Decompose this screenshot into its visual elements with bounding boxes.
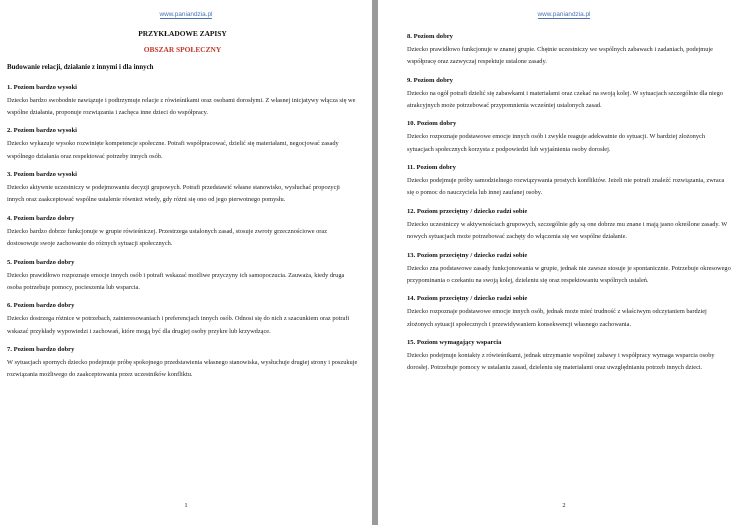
level-entry — [7, 346, 358, 382]
level-entry — [407, 164, 732, 200]
document-page-2 — [378, 0, 750, 525]
page-number: 2 — [562, 502, 566, 509]
level-entry — [7, 215, 358, 251]
level-entry — [407, 339, 732, 375]
level-heading: 10. Poziom dobry — [407, 120, 457, 128]
level-entry — [407, 208, 732, 244]
level-entry — [407, 252, 732, 288]
level-entry — [7, 259, 358, 295]
level-description: Dziecko prawidłowo rozpoznaje emocje innych osób i potrafi wskazać możliwe przyczyny ich samopoczucia. Zauważa, kiedy druga osoba potrzebuje pomocy, pocieszenia lub wsparcia. — [7, 271, 345, 291]
level-description: Dziecko bardzo swobodnie nawiązuje i podtrzymuje relacje z rówieśnikami oraz osobami dorosłymi. Z własnej inicjatywy włącza się we wspólne działania, proponuje rozwiązania i zachęca inne dzieci do współpracy. — [7, 96, 356, 117]
document-title: PRZYKŁADOWE ZAPISY — [138, 29, 227, 38]
level-entry — [407, 120, 732, 156]
level-heading: 6. Poziom bardzo dobry — [7, 302, 75, 310]
level-heading: 3. Poziom bardzo wysoki — [7, 171, 77, 179]
level-heading: 4. Poziom bardzo dobry — [7, 214, 75, 222]
level-entry — [407, 77, 732, 113]
level-heading: 8. Poziom dobry — [407, 33, 453, 40]
level-description: Dziecko wykazuje wysoko rozwinięte kompetencje społeczne. Potrafi współpracować, dzielić się materiałami, negocjować zasady wspólnego działania oraz respektować potrzeby innych osób. — [7, 140, 339, 160]
document-page-1 — [0, 0, 372, 525]
level-heading: 9. Poziom dobry — [407, 76, 453, 84]
level-description: Dziecko rozpoznaje podstawowe emocje innych osób i zwykle reaguje adekwatnie do sytuacji. W bardziej złożonych sytuacjach społecznych korzysta z podpowiedzi lub wyjaśnienia osoby dorosłej. — [407, 133, 705, 153]
level-description: Dziecko prawidłowo funkcjonuje w znanej grupie. Chętnie uczestniczy we wspólnych zabawach i zadaniach, podejmuje współpracę oraz zazwyczaj respektuje ustalone zasady. — [407, 45, 713, 66]
level-entry — [7, 84, 358, 120]
level-heading: 14. Poziom przeciętny / dziecko radzi sobie — [407, 295, 528, 303]
header-link[interactable]: www.paniandzia.pl — [159, 11, 213, 18]
level-description: Dziecko uczestniczy w aktywnościach grupowych, szczególnie gdy są one dobrze mu znane i mają jasno określone zasady. W nowych sytuacjach może potrzebować zachęty do włączenia się we wspólne działanie. — [407, 220, 728, 241]
level-description: Dziecko podejmuje próby samodzielnego rozwiązywania prostych konfliktów. Jeżeli nie potrafi znaleźć rozwiązania, zwraca się o pomoc do nauczyciela lub innej zaufanej osoby. — [407, 177, 725, 197]
entries-list — [407, 33, 732, 375]
page-content — [407, 33, 732, 383]
level-description: Dziecko zna podstawowe zasady funkcjonowania w grupie, jednak nie zawsze stosuje je spontanicznie. Potrzebuje okresowego przypominania o czekaniu na swoją kolej, dzieleniu się oraz respektowaniu wspólnych ustaleń. — [407, 264, 731, 284]
level-description: Dziecko na ogół potrafi dzielić się zabawkami i materiałami oraz czekać na swoją kolej. W sytuacjach szczególnie dla niego atrakcyjnych może potrzebować przypomnienia wcześniej ustalonych zasad. — [407, 89, 723, 110]
level-entry — [7, 171, 358, 207]
level-description: Dziecko aktywnie uczestniczy w podejmowaniu decyzji grupowych. Potrafi przedstawić własne stanowisko, wysłuchać propozycji innych oraz zaakceptować wspólne ustalenie również wtedy, gdy różni się ono od jego pierwotnego pomysłu. — [7, 184, 340, 204]
level-heading: 11. Poziom dobry — [407, 164, 456, 172]
level-heading: 5. Poziom bardzo dobry — [7, 258, 75, 266]
level-description: Dziecko rozpoznaje podstawowe emocje innych osób, jednak może mieć trudność z właściwym odczytaniem bardziej złożonych sytuacji społecznych i przewidywaniem konsekwencji własnego zachowania. — [407, 308, 707, 328]
level-heading: 1. Poziom bardzo wysoki — [7, 83, 77, 91]
level-entry — [407, 295, 732, 331]
level-heading: 15. Poziom wymagający wsparcia — [407, 339, 502, 347]
header-link[interactable]: www.paniandzia.pl — [537, 11, 591, 18]
level-entry — [407, 33, 732, 69]
level-description: Dziecko podejmuje kontakty z rówieśnikami, jednak utrzymanie wspólnej zabawy i współpracy wymaga wsparcia osoby dorosłej. Potrzebuje pomocy w ustalaniu zasad, dzieleniu się materiałami oraz uwzględnianiu potrzeb innych dzieci. — [407, 351, 715, 372]
section-heading: Budowanie relacji, działanie z innymi i dla innych — [7, 63, 154, 71]
level-description: Dziecko bardzo dobrze funkcjonuje w grupie rówieśniczej. Przestrzega ustalonych zasad, stosuje zwroty grzecznościowe oraz dostosowuje swoje zachowanie do różnych sytuacji społecznych. — [7, 227, 328, 248]
document-subtitle: OBSZAR SPOŁECZNY — [143, 45, 222, 55]
level-entry — [7, 302, 358, 338]
level-description: W sytuacjach spornych dziecko podejmuje próbę spokojnego przedstawienia własnego stanowiska, wysłuchuje drugiej strony i poszukuje rozwiązania możliwego do zaakceptowania przez uczestników konfliktu. — [7, 358, 358, 379]
level-heading: 7. Poziom bardzo dobry — [7, 346, 75, 354]
level-heading: 12. Poziom przeciętny / dziecko radzi sobie — [407, 207, 528, 215]
level-description: Dziecko dostrzega różnice w potrzebach, zainteresowaniach i preferencjach innych osób. Odnosi się do nich z szacunkiem oraz potrafi wskazać przykłady wypowiedzi i zachowań, które mogą być dla drugiej osoby przykre lub krzywdzące. — [7, 315, 350, 335]
entries-list — [7, 84, 358, 382]
level-heading: 2. Poziom bardzo wysoki — [7, 127, 77, 135]
level-entry — [7, 127, 358, 163]
level-heading: 13. Poziom przeciętny / dziecko radzi sobie — [407, 251, 528, 259]
page-content — [7, 30, 358, 390]
page-number: 1 — [184, 502, 188, 509]
